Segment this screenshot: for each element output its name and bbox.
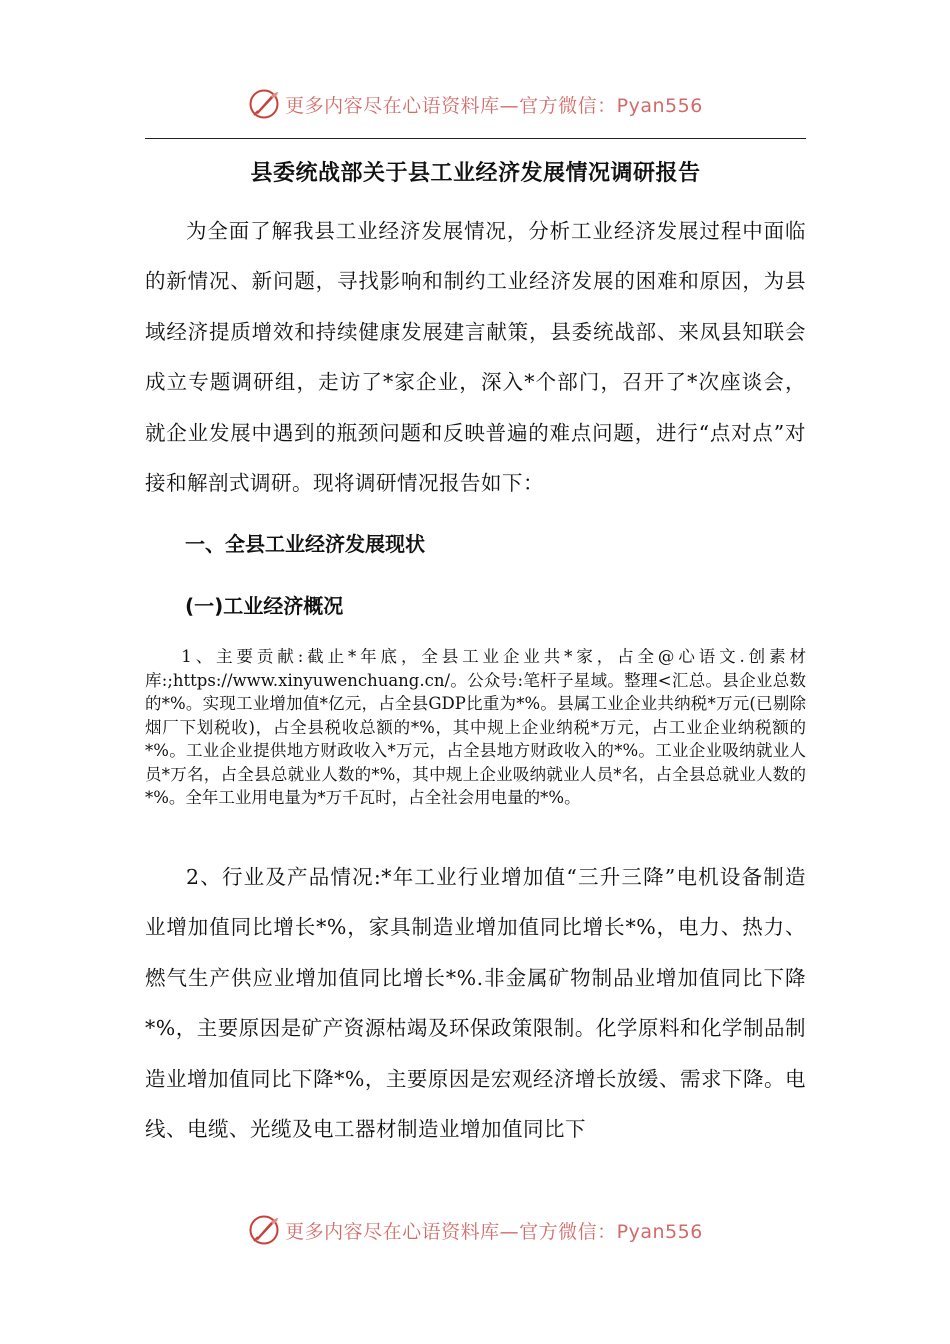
subsection-heading: (一)工业经济概况 [185, 594, 344, 618]
header-divider [145, 138, 806, 139]
quill-logo-icon [247, 87, 281, 121]
section-heading: 一、全县工业经济发展现状 [185, 532, 425, 556]
header-banner-text: 更多内容尽在心语资料库—官方微信：Pyan556 [285, 94, 703, 117]
item-1-paragraph: 1、主要贡献:截止*年底，全县工业企业共*家，占全@心语文.创素材库:;https://www.xinyuwenchuang.cn/。公众号:笔杆子星域。整理<汇总。县企业总数的*%。实现工业增加值*亿元，占全县GDP比重为*%。县属工业企业共纳税*万元(已剔除烟厂下划税收)，占全县税收总额的*%，其中规上企业纳税*万元，占工业企业纳税额的*%。工业企业提供地方财政收入*万元，占全县地方财政收入的*%。工业企业吸纳就业人员*万名，占全县总就业人数的*%，其中规上企业吸纳就业人员*名，占全县总就业人数的*%。全年工业用电量为*万千瓦时，占全社会用电量的*%。 [145, 647, 806, 807]
intro-paragraph: 为全面了解我县工业经济发展情况，分析工业经济发展过程中面临的新情况、新问题，寻找影响和制约工业经济发展的困难和原因，为县域经济提质增效和持续健康发展建言献策，县委统战部、来凤县知联会成立专题调研组，走访了*家企业，深入*个部门，召开了*次座谈会，就企业发展中遇到的瓶颈问题和反映普遍的难点问题，进行“点对点”对接和解剖式调研。现将调研情况报告如下： [145, 219, 806, 496]
footer-banner-text: 更多内容尽在心语资料库—官方微信：Pyan556 [285, 1220, 703, 1243]
footer-banner [0, 1208, 950, 1252]
header-banner [0, 82, 950, 126]
page-title: 县委统战部关于县工业经济发展情况调研报告 [250, 161, 701, 186]
quill-logo-icon [247, 1213, 281, 1247]
item-2-paragraph: 2、行业及产品情况:*年工业行业增加值“三升三降”电机设备制造业增加值同比增长*%，家具制造业增加值同比增长*%，电力、热力、燃气生产供应业增加值同比增长*%.非金属矿物制品业增加值同比下降*%，主要原因是矿产资源枯竭及环保政策限制。化学原料和化学制品制造业增加值同比下降*%，主要原因是宏观经济增长放缓、需求下降。电线、电缆、光缆及电工器材制造业增加值同比下 [145, 865, 806, 1142]
